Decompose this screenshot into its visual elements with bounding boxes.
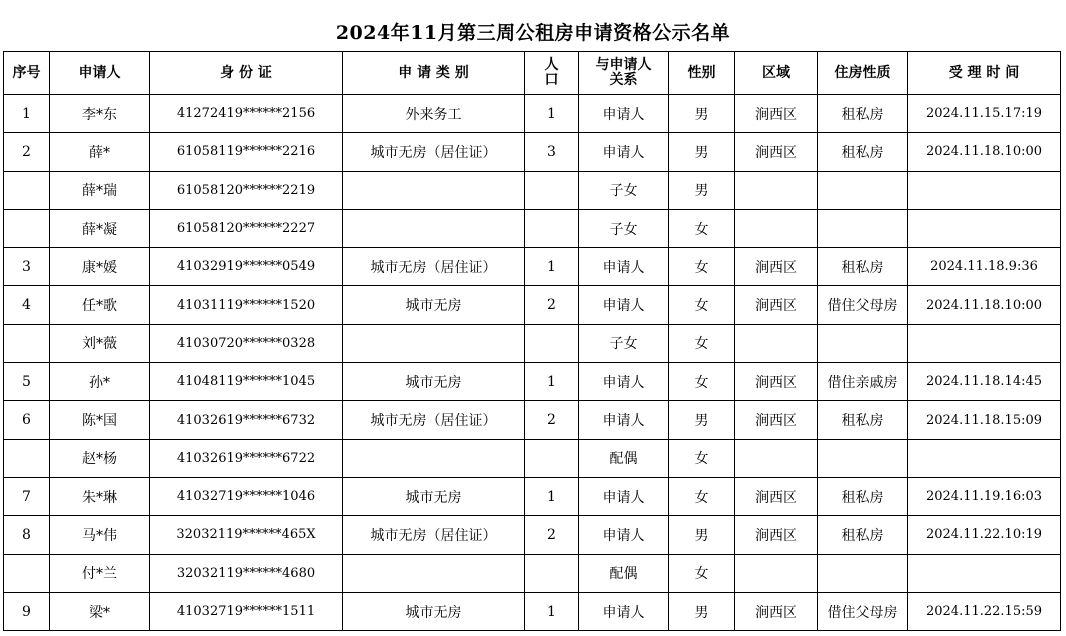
cell-count: 1 xyxy=(525,95,579,133)
cell-time: 2024.11.18.10:00 xyxy=(908,133,1061,171)
cell-category: 城市无房 xyxy=(343,286,525,324)
cell-no: 4 xyxy=(4,286,50,324)
cell-id-number: 61058119******2216 xyxy=(150,133,343,171)
cell-relation: 申请人 xyxy=(579,592,669,630)
cell-name: 李*东 xyxy=(50,95,150,133)
cell-count xyxy=(525,554,579,592)
column-header-category: 申 请 类 别 xyxy=(343,52,525,95)
cell-housing xyxy=(818,554,908,592)
cell-name: 马*伟 xyxy=(50,516,150,554)
cell-gender: 男 xyxy=(669,401,735,439)
cell-gender: 女 xyxy=(669,286,735,324)
cell-relation: 申请人 xyxy=(579,133,669,171)
cell-id-number: 41030720******0328 xyxy=(150,324,343,362)
cell-category xyxy=(343,171,525,209)
cell-no: 2 xyxy=(4,133,50,171)
column-header-housing: 住房性质 xyxy=(818,52,908,95)
cell-housing xyxy=(818,171,908,209)
table-row xyxy=(4,554,1061,592)
cell-id-number: 41032619******6732 xyxy=(150,401,343,439)
cell-id-number: 41272419******2156 xyxy=(150,95,343,133)
cell-count: 2 xyxy=(525,516,579,554)
cell-time: 2024.11.22.15:59 xyxy=(908,592,1061,630)
cell-gender: 女 xyxy=(669,324,735,362)
cell-name: 薛*凝 xyxy=(50,209,150,247)
cell-id-number: 41032719******1046 xyxy=(150,477,343,515)
cell-id-number: 41032919******0549 xyxy=(150,248,343,286)
cell-housing: 租私房 xyxy=(818,95,908,133)
cell-housing: 借住父母房 xyxy=(818,592,908,630)
cell-no: 9 xyxy=(4,592,50,630)
column-header-gender: 性别 xyxy=(669,52,735,95)
cell-name: 孙* xyxy=(50,363,150,401)
cell-no xyxy=(4,209,50,247)
cell-housing: 借住亲戚房 xyxy=(818,363,908,401)
cell-no: 6 xyxy=(4,401,50,439)
cell-category: 城市无房（居住证） xyxy=(343,133,525,171)
cell-no xyxy=(4,171,50,209)
cell-count: 2 xyxy=(525,286,579,324)
cell-count: 1 xyxy=(525,477,579,515)
cell-gender: 女 xyxy=(669,439,735,477)
cell-housing: 租私房 xyxy=(818,477,908,515)
cell-count: 1 xyxy=(525,592,579,630)
cell-district: 涧西区 xyxy=(735,477,818,515)
table-row xyxy=(4,209,1061,247)
cell-name: 陈*国 xyxy=(50,401,150,439)
cell-housing xyxy=(818,439,908,477)
cell-district: 涧西区 xyxy=(735,592,818,630)
cell-time: 2024.11.18.15:09 xyxy=(908,401,1061,439)
cell-time: 2024.11.18.9:36 xyxy=(908,248,1061,286)
table-row xyxy=(4,95,1061,133)
cell-district xyxy=(735,324,818,362)
column-header-time: 受 理 时 间 xyxy=(908,52,1061,95)
cell-id-number: 41048119******1045 xyxy=(150,363,343,401)
cell-district xyxy=(735,554,818,592)
cell-count xyxy=(525,324,579,362)
cell-district xyxy=(735,171,818,209)
cell-relation: 子女 xyxy=(579,171,669,209)
cell-gender: 男 xyxy=(669,171,735,209)
cell-district: 涧西区 xyxy=(735,95,818,133)
cell-gender: 女 xyxy=(669,477,735,515)
cell-district: 涧西区 xyxy=(735,363,818,401)
cell-time xyxy=(908,171,1061,209)
cell-id-number: 32032119******4680 xyxy=(150,554,343,592)
cell-relation: 子女 xyxy=(579,209,669,247)
cell-time xyxy=(908,209,1061,247)
column-header-count: 人口 xyxy=(525,52,579,95)
table-row xyxy=(4,171,1061,209)
cell-name: 薛* xyxy=(50,133,150,171)
cell-id-number: 32032119******465X xyxy=(150,516,343,554)
column-header-district: 区域 xyxy=(735,52,818,95)
cell-no: 7 xyxy=(4,477,50,515)
cell-relation: 子女 xyxy=(579,324,669,362)
cell-id-number: 41032619******6722 xyxy=(150,439,343,477)
cell-relation: 申请人 xyxy=(579,363,669,401)
column-header-name: 申请人 xyxy=(50,52,150,95)
table-row xyxy=(4,477,1061,515)
cell-district xyxy=(735,209,818,247)
cell-id-number: 41031119******1520 xyxy=(150,286,343,324)
cell-housing: 租私房 xyxy=(818,248,908,286)
cell-category: 城市无房（居住证） xyxy=(343,516,525,554)
cell-relation: 配偶 xyxy=(579,554,669,592)
cell-count xyxy=(525,439,579,477)
cell-count: 1 xyxy=(525,363,579,401)
cell-relation: 申请人 xyxy=(579,477,669,515)
table-row xyxy=(4,592,1061,630)
page-title: 2024年11月第三周公租房申请资格公示名单 xyxy=(335,22,731,44)
table-row xyxy=(4,401,1061,439)
cell-no xyxy=(4,554,50,592)
cell-district: 涧西区 xyxy=(735,133,818,171)
column-header-id: 身 份 证 xyxy=(150,52,343,95)
cell-gender: 女 xyxy=(669,363,735,401)
cell-name: 赵*杨 xyxy=(50,439,150,477)
cell-gender: 女 xyxy=(669,248,735,286)
cell-time: 2024.11.18.10:00 xyxy=(908,286,1061,324)
cell-housing xyxy=(818,324,908,362)
table-row xyxy=(4,363,1061,401)
cell-district: 涧西区 xyxy=(735,248,818,286)
cell-time: 2024.11.15.17:19 xyxy=(908,95,1061,133)
cell-housing: 租私房 xyxy=(818,516,908,554)
cell-gender: 男 xyxy=(669,592,735,630)
cell-relation: 申请人 xyxy=(579,286,669,324)
cell-district: 涧西区 xyxy=(735,516,818,554)
cell-gender: 男 xyxy=(669,133,735,171)
table-row xyxy=(4,286,1061,324)
cell-count xyxy=(525,171,579,209)
cell-gender: 女 xyxy=(669,209,735,247)
cell-housing: 租私房 xyxy=(818,401,908,439)
cell-gender: 男 xyxy=(669,516,735,554)
cell-time xyxy=(908,324,1061,362)
cell-count: 2 xyxy=(525,401,579,439)
cell-id-number: 61058120******2227 xyxy=(150,209,343,247)
cell-district: 涧西区 xyxy=(735,401,818,439)
cell-category: 城市无房 xyxy=(343,363,525,401)
cell-no xyxy=(4,439,50,477)
cell-time: 2024.11.19.16:03 xyxy=(908,477,1061,515)
cell-no xyxy=(4,324,50,362)
cell-no: 3 xyxy=(4,248,50,286)
table-row xyxy=(4,439,1061,477)
cell-housing: 借住父母房 xyxy=(818,286,908,324)
cell-category xyxy=(343,554,525,592)
cell-name: 薛*瑞 xyxy=(50,171,150,209)
cell-no: 8 xyxy=(4,516,50,554)
cell-name: 付*兰 xyxy=(50,554,150,592)
cell-count xyxy=(525,209,579,247)
cell-relation: 申请人 xyxy=(579,248,669,286)
cell-name: 康*媛 xyxy=(50,248,150,286)
cell-no: 5 xyxy=(4,363,50,401)
cell-relation: 配偶 xyxy=(579,439,669,477)
cell-relation: 申请人 xyxy=(579,95,669,133)
cell-count: 3 xyxy=(525,133,579,171)
cell-housing: 租私房 xyxy=(818,133,908,171)
table-row xyxy=(4,133,1061,171)
cell-category xyxy=(343,209,525,247)
column-header-relation: 与申请人关系 xyxy=(579,52,669,95)
cell-name: 任*歌 xyxy=(50,286,150,324)
applicant-table xyxy=(3,51,1061,631)
cell-id-number: 61058120******2219 xyxy=(150,171,343,209)
cell-district: 涧西区 xyxy=(735,286,818,324)
cell-time xyxy=(908,439,1061,477)
cell-category xyxy=(343,439,525,477)
cell-relation: 申请人 xyxy=(579,516,669,554)
cell-name: 刘*薇 xyxy=(50,324,150,362)
table-header-row xyxy=(4,52,1061,95)
cell-district xyxy=(735,439,818,477)
cell-housing xyxy=(818,209,908,247)
cell-name: 朱*琳 xyxy=(50,477,150,515)
cell-category xyxy=(343,324,525,362)
cell-time: 2024.11.22.10:19 xyxy=(908,516,1061,554)
table-row xyxy=(4,324,1061,362)
table-row xyxy=(4,516,1061,554)
cell-category: 外来务工 xyxy=(343,95,525,133)
cell-gender: 男 xyxy=(669,95,735,133)
table-row xyxy=(4,248,1061,286)
cell-category: 城市无房 xyxy=(343,592,525,630)
cell-relation: 申请人 xyxy=(579,401,669,439)
cell-name: 梁* xyxy=(50,592,150,630)
cell-category: 城市无房 xyxy=(343,477,525,515)
cell-count: 1 xyxy=(525,248,579,286)
cell-category: 城市无房（居住证） xyxy=(343,401,525,439)
column-header-no: 序号 xyxy=(4,52,50,95)
cell-no: 1 xyxy=(4,95,50,133)
cell-time xyxy=(908,554,1061,592)
cell-gender: 女 xyxy=(669,554,735,592)
cell-time: 2024.11.18.14:45 xyxy=(908,363,1061,401)
cell-id-number: 41032719******1511 xyxy=(150,592,343,630)
cell-category: 城市无房（居住证） xyxy=(343,248,525,286)
